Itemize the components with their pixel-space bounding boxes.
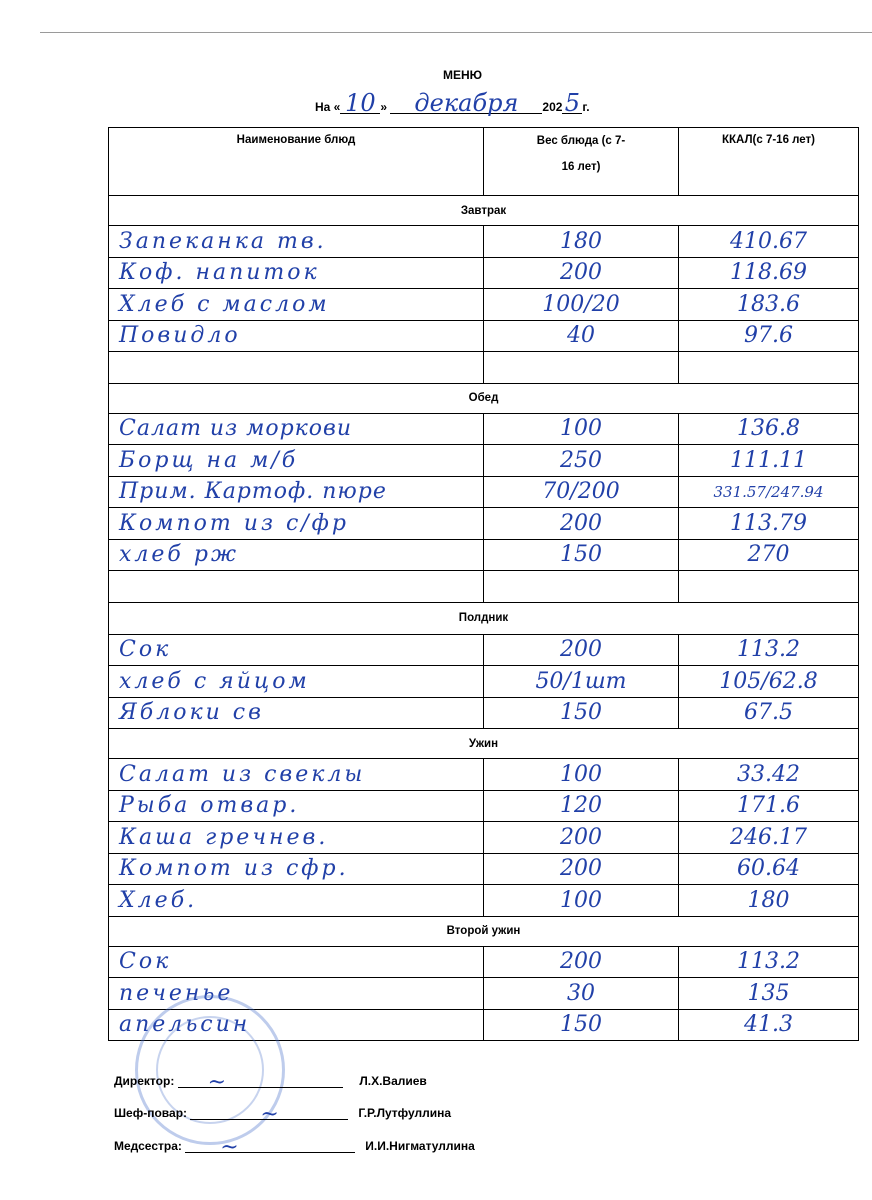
weight-cell: 200 [484, 853, 679, 885]
kcal-cell: 135 [679, 978, 859, 1010]
kcal-cell: 118.69 [679, 257, 859, 289]
director-signature-mark: ~ [207, 1070, 227, 1095]
dish-cell [109, 571, 484, 603]
kcal-cell: 410.67 [679, 226, 859, 258]
section-title: Полдник [109, 602, 859, 634]
column-header-weight: Вес блюда (с 7-16 лет) [484, 128, 679, 196]
date-day: 10 [345, 89, 376, 117]
kcal-cell: 41.3 [679, 1009, 859, 1041]
dish-cell: Повидло [109, 320, 484, 352]
dish-cell: Рыба отвар. [109, 790, 484, 822]
dish-cell: Салат из моркови [109, 413, 484, 445]
chef-signature-mark: ~ [260, 1102, 279, 1127]
weight-cell: 30 [484, 978, 679, 1010]
section-title: Ужин [109, 729, 859, 759]
weight-cell: 200 [484, 508, 679, 540]
section-title: Обед [109, 383, 859, 413]
weight-cell: 200 [484, 257, 679, 289]
weight-cell: 40 [484, 320, 679, 352]
weight-cell: 200 [484, 822, 679, 854]
section-header-row [109, 729, 859, 759]
section-header-row [109, 196, 859, 226]
dish-cell: Салат из свеклы [109, 759, 484, 791]
table-row [109, 226, 859, 258]
kcal-cell: 171.6 [679, 790, 859, 822]
table-row [109, 289, 859, 321]
weight-cell: 150 [484, 539, 679, 571]
table-row [109, 634, 859, 666]
dish-cell: Компот из с/фр [109, 508, 484, 540]
kcal-cell: 270 [679, 539, 859, 571]
table-row [109, 571, 859, 603]
table-row [109, 790, 859, 822]
dish-cell: Каша гречнев. [109, 822, 484, 854]
table-row [109, 539, 859, 571]
weight-cell [484, 352, 679, 384]
table-row [109, 946, 859, 978]
weight-cell [484, 571, 679, 603]
dish-cell: Хлеб. [109, 885, 484, 917]
dish-cell: хлеб рж [109, 539, 484, 571]
date-year-digit: 5 [564, 89, 581, 117]
column-header-kcal: ККАЛ(с 7-16 лет) [679, 128, 859, 196]
kcal-cell [679, 352, 859, 384]
weight-cell: 180 [484, 226, 679, 258]
dish-cell: Сок [109, 946, 484, 978]
table-row [109, 697, 859, 729]
table-row [109, 320, 859, 352]
section-header-row [109, 602, 859, 634]
weight-cell: 100 [484, 413, 679, 445]
dish-cell [109, 352, 484, 384]
weight-cell: 250 [484, 445, 679, 477]
dish-cell: Прим. Картоф. пюре [109, 476, 484, 508]
menu-date: На « 10 » декабря 202 5 г. [315, 89, 590, 117]
weight-cell: 120 [484, 790, 679, 822]
dish-cell: Коф. напиток [109, 257, 484, 289]
kcal-cell: 113.79 [679, 508, 859, 540]
table-row [109, 853, 859, 885]
dish-cell: Компот из сфр. [109, 853, 484, 885]
dish-cell: хлеб с яйцом [109, 666, 484, 698]
kcal-cell: 113.2 [679, 946, 859, 978]
table-row [109, 759, 859, 791]
section-header-row [109, 916, 859, 946]
nurse-signature-mark: ~ [220, 1135, 239, 1160]
table-row [109, 413, 859, 445]
kcal-cell: 97.6 [679, 320, 859, 352]
table-row [109, 885, 859, 917]
page-top-rule [40, 32, 872, 33]
date-month: декабря [414, 89, 519, 117]
kcal-cell: 67.5 [679, 697, 859, 729]
kcal-cell: 111.11 [679, 445, 859, 477]
dish-cell: апельсин [109, 1009, 484, 1041]
section-title: Второй ужин [109, 916, 859, 946]
kcal-cell: 113.2 [679, 634, 859, 666]
menu-body [109, 196, 859, 1041]
weight-cell: 150 [484, 697, 679, 729]
kcal-cell [679, 571, 859, 603]
kcal-cell: 105/62.8 [679, 666, 859, 698]
weight-cell: 50/1шт [484, 666, 679, 698]
table-row [109, 476, 859, 508]
menu-table [108, 127, 859, 1041]
dish-cell: Запеканка тв. [109, 226, 484, 258]
dish-cell: печенье [109, 978, 484, 1010]
dish-cell: Яблоки св [109, 697, 484, 729]
section-title: Завтрак [109, 196, 859, 226]
signature-chef: Шеф-повар: ~ Г.Р.Лутфуллина [114, 1102, 452, 1127]
table-row [109, 352, 859, 384]
weight-cell: 150 [484, 1009, 679, 1041]
weight-cell: 100 [484, 759, 679, 791]
signature-director: Директор: ~ Л.Х.Валиев [114, 1070, 427, 1095]
dish-cell: Борщ на м/б [109, 445, 484, 477]
page-title: МЕНЮ [442, 68, 483, 82]
kcal-cell: 183.6 [679, 289, 859, 321]
weight-cell: 100/20 [484, 289, 679, 321]
kcal-cell: 60.64 [679, 853, 859, 885]
kcal-cell: 180 [679, 885, 859, 917]
weight-cell: 100 [484, 885, 679, 917]
kcal-cell: 33.42 [679, 759, 859, 791]
table-row [109, 666, 859, 698]
table-row [109, 822, 859, 854]
table-row [109, 508, 859, 540]
kcal-cell: 331.57/247.94 [679, 476, 859, 508]
weight-cell: 200 [484, 946, 679, 978]
kcal-cell: 136.8 [679, 413, 859, 445]
table-row [109, 257, 859, 289]
weight-cell: 200 [484, 634, 679, 666]
dish-cell: Хлеб с маслом [109, 289, 484, 321]
weight-cell: 70/200 [484, 476, 679, 508]
signature-nurse: Медсестра: ~ И.И.Нигматуллина [114, 1135, 475, 1160]
kcal-cell: 246.17 [679, 822, 859, 854]
dish-cell: Сок [109, 634, 484, 666]
section-header-row [109, 383, 859, 413]
table-row [109, 445, 859, 477]
column-header-dish: Наименование блюд [109, 128, 484, 196]
